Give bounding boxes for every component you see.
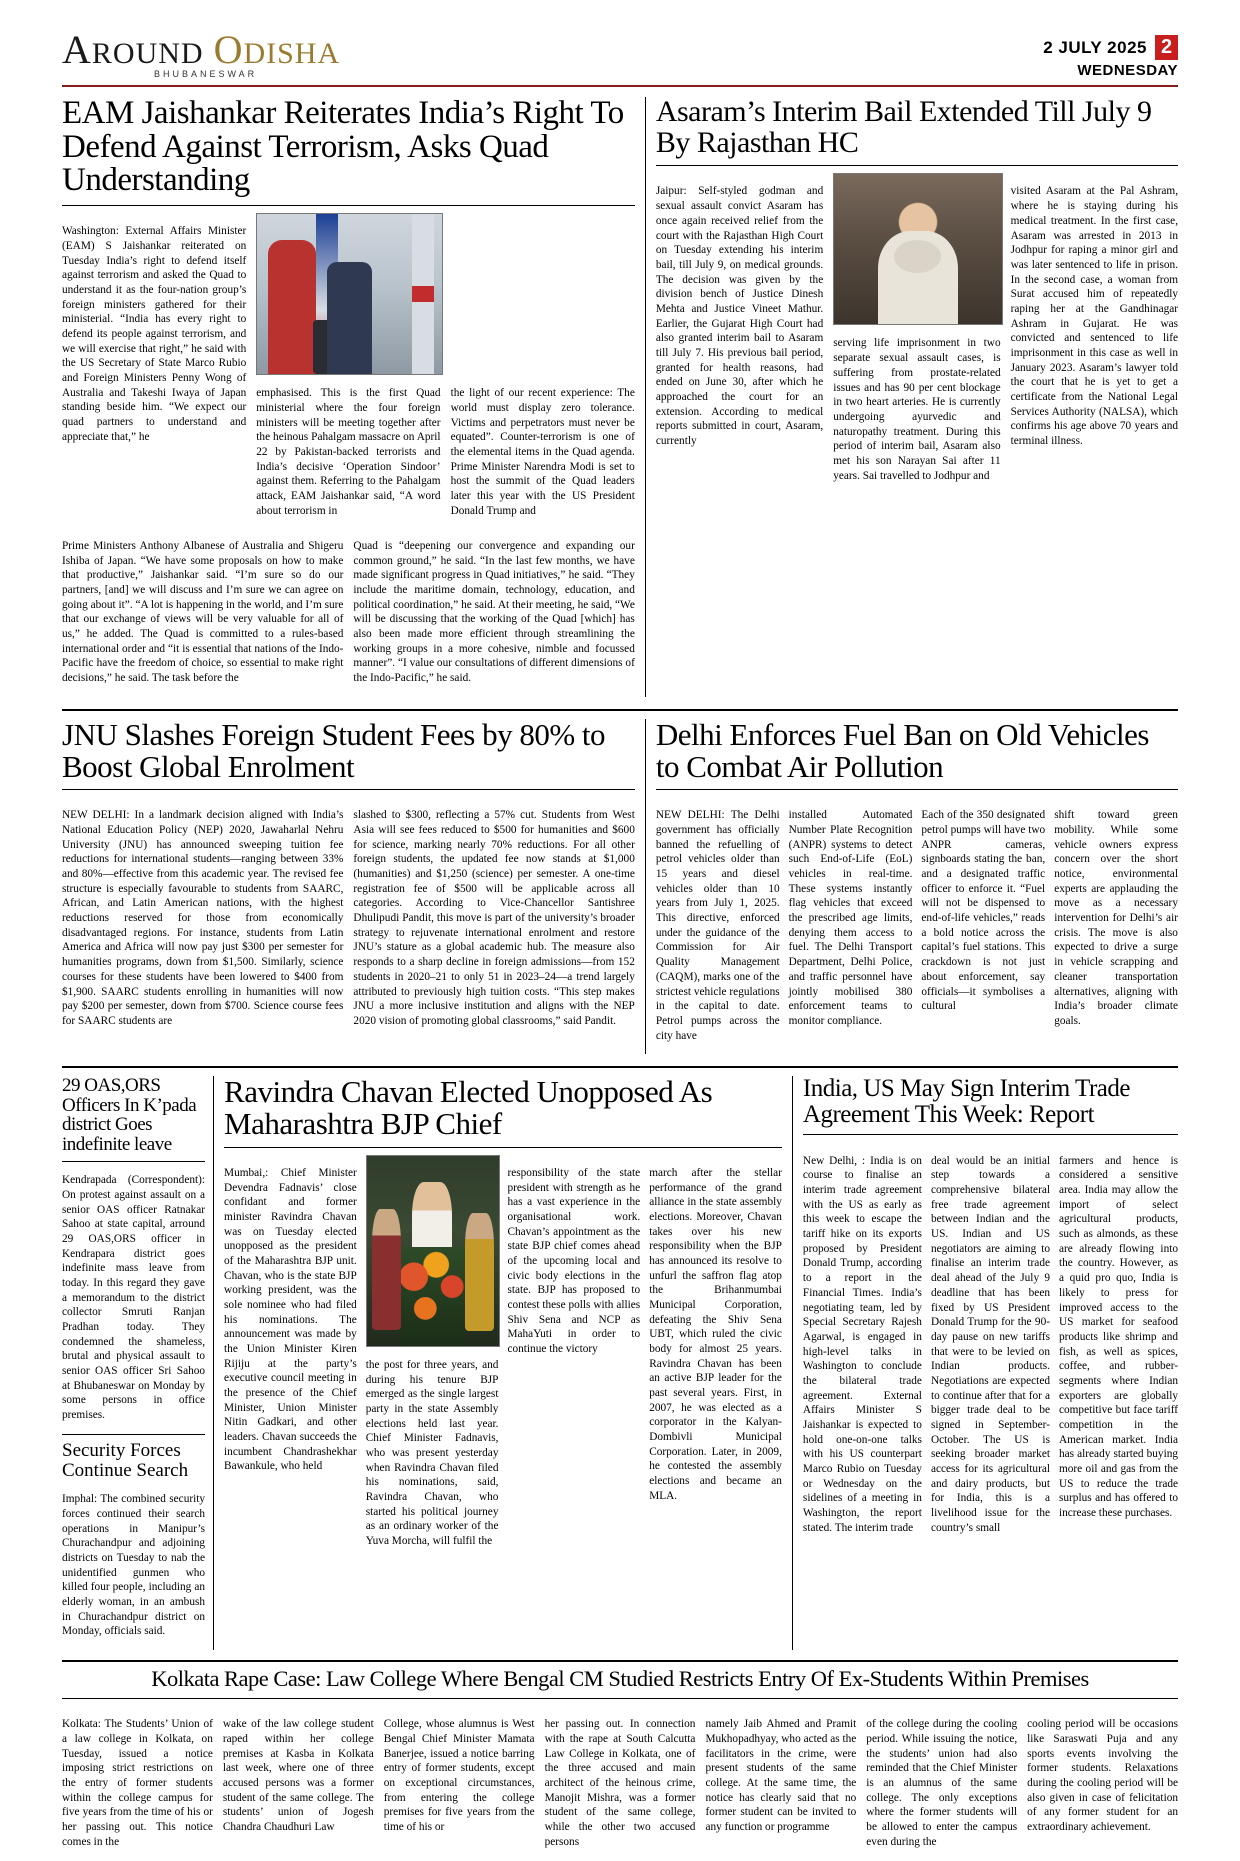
sub-article-title: Security Forces Continue Search [62, 1434, 205, 1481]
article-paragraph: College, whose alumnus is West Bengal Chief Minister Mamata Banerjee, issued a notice barring entry of former students, except on exceptional circumstances, from entering the college premises for five years from the time of his or [383, 1718, 535, 1834]
article-paragraph: of the college during the cooling period. While issuing the notice, the students’ union had also reminded that the Chief Minister is an alumnus of the same college. The only exceptions where the former students will be allowed to enter the campus even during the [866, 1718, 1018, 1848]
article-paragraph: the light of our recent experience: The world must display zero tolerance. Victims and perpetrators must never be equated”. Counter-terrorism is one of the elemental items in the Quad agenda. Prime Minister Narendra Modi is set to host the summit of the Quad leaders later this year with the US President Donald Trump and [450, 387, 635, 517]
page-title: 29 OAS,ORS Officers In K’pada district Goes indefinite leave [62, 1075, 197, 1155]
article-paragraph: responsibility of the state president with strength as he has a vast experience in the organisational work. Chavan’s appointment as the state BJP chief comes ahead of the upcoming local and civic body elections in the state. BJP has proposed to contest these polls with allies Shiv Sena and NCP as MahaYuti in order to continue the victory [507, 1167, 641, 1356]
article-paragraph: Jaipur: Self-styled godman and sexual assault convict Asaram has once again received relief from the court with the Rajasthan High Court on Tuesday extending his interim bail, till July 9, on medical grounds. The decision was given by the division bench of Justice Dinesh Mehta and Justice Vineet Mathur. Earlier, the Gujarat High Court had also granted interim bail to Asaram till July 7. His previous bail period, granted for health reasons, had ended on June 30, after which he approached the court for an extension. According to medical reports submitted in court, Asaram, currently [655, 185, 824, 447]
article-india-us-trade [793, 1076, 1178, 1650]
article-paragraph: Kolkata: The Students’ Union of a law college in Kolkata, on Tuesday, issued a notice imposing strict restrictions on the entry of former students within the college campus for five years from the time of his or her passing out. This notice comes in the [62, 1718, 213, 1848]
article-chavan [214, 1076, 793, 1650]
page-title: Asaram’s Interim Bail Extended Till July 9 By Rajasthan HC [655, 95, 1152, 159]
page-title: JNU Slashes Foreign Student Fees by 80% to Boost Global Enrolment [62, 716, 606, 784]
divider [62, 1698, 1178, 1699]
mid-section [62, 709, 1178, 1055]
page-title: Delhi Enforces Fuel Ban on Old Vehicles to Combat Air Pollution [655, 716, 1149, 784]
article-paragraph: New Delhi, : India is on course to finalise an interim trade agreement with the US as early as this week to escape the tariff hike on its exports proposed by President Donald Trump, according to a report in the Financial Times. India’s negotiating team, led by Special Secretary Rajesh Agarwal, is engaged in high-level talks in Washington to conclude the bilateral trade agreement. External Affairs Minister S Jaishankar is expected to hold one-on-one talks with his US counterpart Marco Rubio on Tuesday or Wednesday on the sidelines of a meeting in Washington, the report stated. The interim trade [802, 1154, 922, 1534]
logo-secondary: ODISHA [213, 27, 341, 72]
issue-date: 2 JULY 2025 [1043, 37, 1147, 57]
page-title: Kolkata Rape Case: Law College Where Bengal CM Studied Restricts Entry Of Ex-Students Within Premises [151, 1666, 1089, 1692]
page-number-badge: 2 [1155, 35, 1178, 60]
article-paragraph: farmers and hence is considered a sensitive area. India may allow the import of select agricultural products, such as almonds, as these are already flowing into the country. However, as a quid pro quo, India is likely to press for improved access to the US market for seafood products like shrimp and fish, as well as spices, coffee, and rubber- segments where Indian exporters are globally competitive but face tariff competition in the American market. India has already started buying more oil and gas from the US to reduce the trade surplus and has offered to increase these purchases. [1058, 1154, 1179, 1519]
asaram-portrait-photo [833, 173, 1002, 325]
article-asaram [646, 97, 1178, 697]
article-paragraph: visited Asaram at the Pal Ashram, where he is staying during his medical treatment. In the first case, Asaram was arrested in 2013 in Jodhpur for raping a minor girl and was later sentenced to life in prison. In the second case, a woman from Surat accused him of repeatedly raping her at the Gandhinagar Ashram in Gujarat. He was convicted and sentenced to life imprisonment in this case as well in January 2023. Asaram’s lawyer told the court that he is yet to get a certificate from the National Legal Services Authority (NALSA), which confirms his age above 70 years and terminal illness. [1010, 185, 1179, 447]
article-oas-ors [62, 1076, 214, 1650]
article-paragraph: Prime Ministers Anthony Albanese of Australia and Shigeru Ishiba of Japan. “We have some proposals on how to make that productive,” Jaishankar said. “I’m sure so do our partners, [and] we will discuss and I’m sure we can agree on going about it”. “A lot is happening in the world, and I’m sure that our exchange of views will be very valuable for all of us,” he added. The Quad is committed to a rules-based international order and “it is essential that nations of the Indo-Pacific have the freedom of choice, so essential to make right decisions,” he said. The task before the [62, 539, 344, 684]
masthead [62, 26, 1178, 87]
article-paragraph: emphasised. This is the first Quad ministerial where the four foreign ministers will be meeting together after the heinous Pahalgam massacre on April 22 by Pakistan-backed terrorists and India’s decisive ‘Operation Sindoor’ against them. Referring to the Pahalgam attack, EAM Jaishankar said, “A word about terrorism in [256, 387, 441, 517]
logo-subtitle: BHUBANESWAR [154, 69, 258, 79]
article-kolkata-rape-case [62, 1660, 1178, 1861]
article-paragraph: Kendrapada (Correspondent): On protest against assault on a senior OAS officer Ratnakar Sahoo at state capital, arround 29 OAS,ORS officer in Kendrapara district goes indefinite mass leave from today. In this regard they gave a memorandum to the district collector Smruti Ranjan Pradhan today. They condemned the shameless, brutal and physical assault to senior OAS officer Sri Sahoo at Bhubaneswar on Monday by some persons in office premises. [62, 1174, 206, 1422]
divider [224, 1147, 782, 1148]
article-paragraph: NEW DELHI: In a landmark decision aligned with India’s National Education Policy (NEP) 2020, Jawaharlal Nehru University (JNU) has announced sweeping tuition fee reductions for international students—ranging between 33% and 80%—effective from this academic year. The revised fee structure is especially favourable to students from SAARC, African, and Latin American nations, with the highest reductions reserved for those from economically disadvantaged regions. For instance, students from Latin America and Africa will now pay just $300 per semester for humanities programs, down from $1,500. Similarly, science courses for these students have been lowered to $400 from $1,900. SAARC students enrolling in humanities will now pay $200 per semester, down from $700. Science course fees for SAARC students are [62, 809, 344, 1027]
page-title: EAM Jaishankar Reiterates India’s Right To Defend Against Terrorism, Asks Quad Understanding [62, 95, 624, 199]
article-paragraph: NEW DELHI: The Delhi government has officially banned the refuelling of petrol vehicles older than 15 years and diesel vehicles older than 10 years from July 1, 2025. This directive, enforced under the guidance of the Commission for Air Quality Management (CAQM), marks one of the strictest vehicle regulations in the capital to date. Petrol pumps across the city have [655, 809, 780, 1042]
ravindra-chavan-felicitation-photo [366, 1155, 501, 1347]
divider [62, 789, 635, 790]
date-block [1043, 35, 1178, 79]
article-paragraph: wake of the law college student raped within her college premises at Kasba in Kolkata last week, where one of three accused persons was a former student of the same college. The students’ union of Jogesh Chandra Chaudhuri Law [222, 1718, 374, 1834]
divider [656, 789, 1178, 790]
article-jnu [62, 716, 646, 1055]
top-section [62, 97, 1178, 697]
weekday-label: WEDNESDAY [1077, 62, 1178, 79]
article-paragraph: the post for three years, and during his tenure BJP emerged as the single largest party in the state Assembly elections held last year. Chief Minister Fadnavis, who was present yesterday when Ravindra Chavan filed his nominations, said, Ravindra Chavan, who started his political journey as an ordinary worker of the Yuva Morcha, will fulfil the [365, 1359, 499, 1548]
logo-primary: AROUND [62, 27, 204, 72]
article-paragraph: namely Jaib Ahmed and Pramit Mukhopadhyay, who acted as the facilitators in the crime, were present students of the same college. At the same time, the notice has clearly said that no former student can be invited to any function or programme [705, 1718, 857, 1834]
article-fuel-ban [646, 716, 1178, 1055]
article-paragraph: deal would be an initial step towards a comprehensive bilateral free trade agreement between Indian and the US. Indian and US negotiators are aiming to finalise an interim trade deal ahead of the July 9 deadline that has been fixed by US President Donald Trump for the 90-day pause on new tariffs that were to be levied on Indian products. Negotiations are expected to continue after that for a bigger trade deal to be signed in September-October. The US is seeking broader market access for its agricultural and dairy products, but for India, this is a livelihood issue for the country’s small [930, 1154, 1050, 1534]
divider [656, 165, 1178, 166]
article-paragraph: slashed to $300, reflecting a 57% cut. Students from West Asia will see fees reduced to $500 for humanities and $600 for science, marking nearly 70% reductions. For all other foreign students, the updated fee now stands at $1,000 (humanities) and $1,250 (science) per semester. A one-time registration fee of $500 will be applicable across all categories. According to Vice-Chancellor Santishree Dhulipudi Pandit, this move is part of the university’s broader strategy to rejuvenate international enrolment and restore JNU’s stature as a global academic hub. The measure also responds to a sharp decline in foreign admissions—from 152 students in 2020–21 to only 51 in 2023–24—a trend largely attributed to previously high tuition costs. “This step makes JNU a more inclusive institution and aligns with the NEP 2020 vision of promoting global classrooms,” said Pandit. [353, 809, 635, 1027]
article-paragraph: installed Automated Number Plate Recognition (ANPR) systems to detect such End-of-Life (EoL) vehicles in real-time. These systems instantly flag vehicles that exceed the prescribed age limits, denying them access to fuel. The Delhi Transport Department, Delhi Police, and traffic personnel have jointly mobilised 380 enforcement teams to monitor compliance. [788, 809, 913, 1027]
divider [62, 205, 635, 206]
divider [803, 1134, 1178, 1135]
article-paragraph: march after the stellar performance of the grand alliance in the state assembly elections. Moreover, Chavan takes over his new responsibility when the BJP has announced its resolve to unfurl the saffron flag atop the Brihanmumbai Municipal Corporation, defeating the Shiv Sena UBT, which ruled the civic body for almost 25 years. Ravindra Chavan has been an active BJP leader for the past several years. First, in 2007, he was elected as a corporator in the Kalyan-Dombivli Municipal Corporation. Later, in 2009, he contested the assembly elections and became an MLA. [649, 1167, 782, 1502]
article-paragraph: Washington: External Affairs Minister (EAM) S Jaishankar reiterated on Tuesday India’s right to defend itself against terrorism and asked the Quad to understand it as the four-nation group’s foreign ministers gathered for their ministerial. “India has every right to defend its people against terrorism, and we will exercise that right,” he said with the US Secretary of State Marco Rubio and Foreign Ministers Penny Wong of Australia and Takeshi Iwaya of Japan standing beside him. “We expect our quad partners to understand and appreciate that,” he [62, 225, 247, 443]
divider [62, 1161, 205, 1162]
page-title: India, US May Sign Interim Trade Agreement This Week: Report [802, 1075, 1130, 1128]
article-paragraph: serving life imprisonment in two separate sexual assault cases, is suffering from prostate-related issues and has 90 per cent blockage in two heart arteries. He is currently undergoing ayurvedic and naturopathy treatment. During this period of interim bail, Asaram also met his son Narayan Sai after 11 years. Sai travelled to Jodhpur and [833, 337, 1001, 482]
lower-section [62, 1066, 1178, 1650]
publication-logo [62, 26, 340, 79]
article-paragraph: Imphal: The combined security forces continued their search operations in Manipur’s Churachandpur and adjoining districts on Tuesday to nab the unidentified gunmen who killed four people, including an elderly woman, in an ambush in Churachandpur district on Monday, officials said. [62, 1493, 206, 1638]
article-paragraph: her passing out. In connection with the rape at South Calcutta Law College in Kolkata, one of the three accused and main architect of the heinous crime, Manojit Mishra, was a former student of the same college, while the other two accused persons [544, 1718, 696, 1848]
article-jaishankar [62, 97, 646, 697]
article-paragraph: Mumbai,: Chief Minister Devendra Fadnavis’ close confidant and former minister Ravindra Chavan was on Tuesday elected unopposed as the president of the Maharashtra BJP unit. Chavan, who is the state BJP working president, was the sole nominee who had filed his nominations. The announcement was made by the Union Minister Kiren Rijiju at the party’s executive council meeting in the presence of the Chief Minister, Union Minister Nitin Gadkari, and other leaders. Chavan succeeds the incumbent Chandrashekhar Bawankule, who held [224, 1167, 357, 1473]
article-paragraph: shift toward green mobility. While some vehicle owners express concern over the short notice, environmental experts are applauding the move as a necessary intervention for Delhi’s air crisis. The move is also expected to drive a surge in vehicle scrapping and cleaner transportation alternatives, aligning with India’s broader climate goals. [1054, 809, 1178, 1027]
article-paragraph: Each of the 350 designated petrol pumps will have two ANPR cameras, signboards stating the ban, and a designated traffic officer to enforce it. “Fuel will not be dispensed to end-of-life vehicles,” reads a bold notice across the capital’s fuel stations. This crackdown is not just about enforcement, say officials—it symbolises a cultural [921, 809, 1046, 1013]
article-paragraph: Quad is “deepening our convergence and expanding our common ground,” he said. “In the last few months, we have made significant progress in Quad initiatives,” he said. “They include the maritime domain, technology, education, and political coordination,” he said. At their meeting, he said, “We will be discussing that the working of the Quad [which] has also been made more efficient through streamlining the working groups in a more cohesive, nimble and focussed manner”. “I value our consultations of different dimensions of the Indo-Pacific,” he said. [353, 539, 635, 684]
jaishankar-quad-press-photo [256, 213, 442, 375]
article-paragraph: cooling period will be occasions like Saraswati Puja and any sports events involving the former students. Relaxations during the cooling period will be also given in case of felicitation of any former student for an extraordinary achievement. [1027, 1718, 1179, 1834]
page-title: Ravindra Chavan Elected Unopposed As Maharashtra BJP Chief [224, 1074, 713, 1142]
